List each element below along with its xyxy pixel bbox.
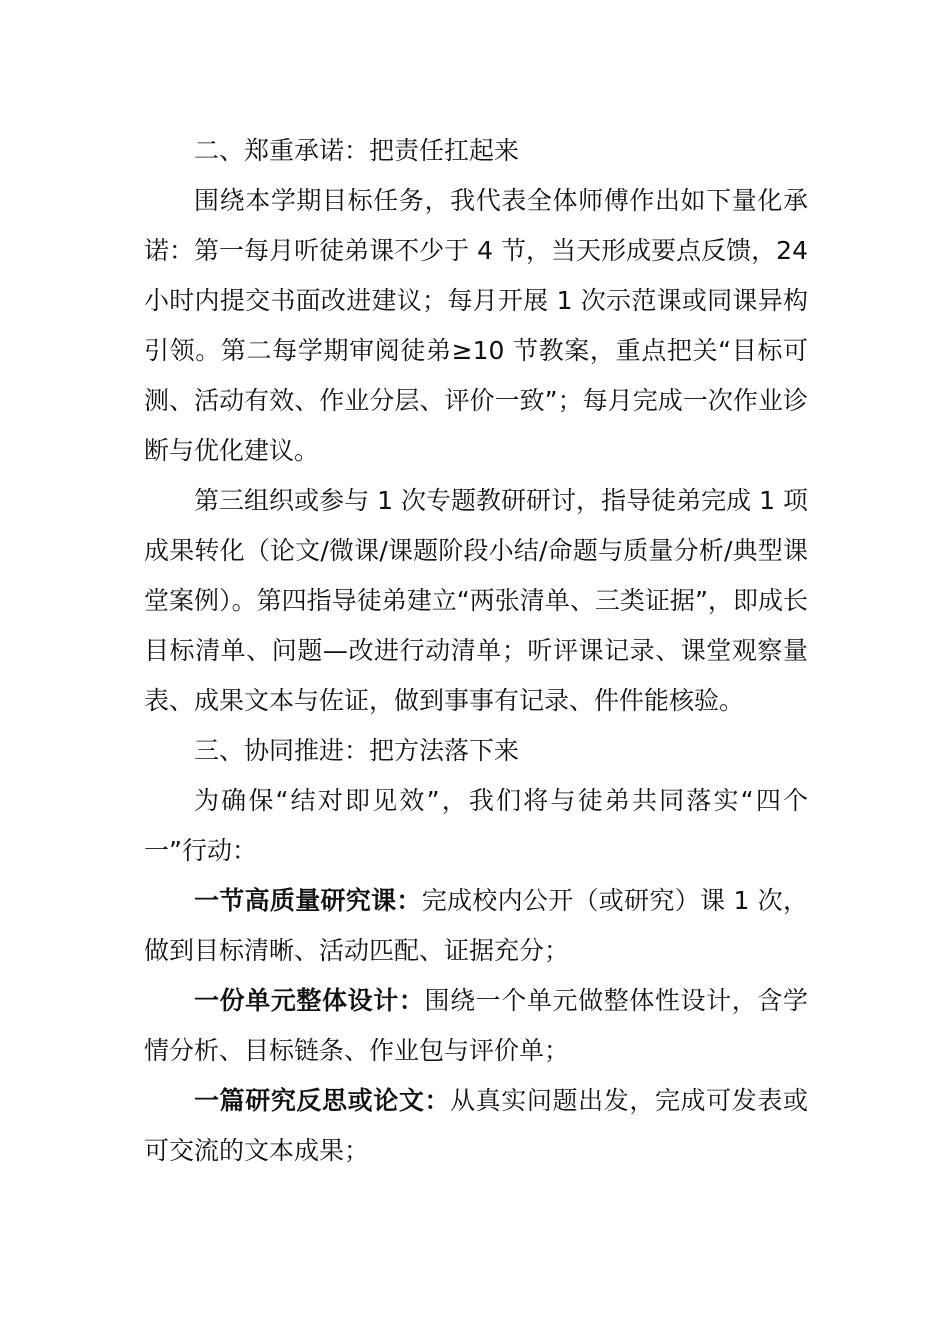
list-item bbox=[144, 876, 808, 976]
item-title: 一份单元整体设计： bbox=[194, 986, 425, 1015]
item-text: 围绕一个单元做整体性设计，含学情分析、目标链条、作业包与评价单； bbox=[144, 986, 808, 1065]
list-item bbox=[144, 1076, 808, 1176]
item-title: 一节高质量研究课： bbox=[194, 886, 422, 915]
list-item bbox=[144, 976, 808, 1076]
section-heading-commitment: 二、郑重承诺：把责任扛起来 bbox=[194, 136, 520, 165]
section-heading-collaboration: 三、协同推进：把方法落下来 bbox=[194, 736, 520, 765]
document-body bbox=[144, 126, 808, 1176]
item-text: 完成校内公开（或研究）课 1 次，做到目标清晰、活动匹配、证据充分； bbox=[144, 886, 808, 965]
item-title: 一篇研究反思或论文： bbox=[194, 1086, 451, 1115]
paragraph-four-ones-intro: 为确保“结对即见效”，我们将与徒弟共同落实“四个一”行动： bbox=[144, 786, 808, 865]
paragraph-commitments: 围绕本学期目标任务，我代表全体师傅作出如下量化承诺：第一每月听徒弟课不少于 4 节，当天形成要点反馈，24 小时内提交书面改进建议；每月开展 1 次示范课或同课异构引领。第二每学期审阅徒弟≥10 节教案，重点把关“目标可测、活动有效、作业分层、评价一致”；每月完成一次作业诊断与优化建议。 bbox=[144, 186, 808, 465]
paragraph-commitments-continued: 第三组织或参与 1 次专题教研研讨，指导徒弟完成 1 项成果转化（论文/微课/课题阶段小结/命题与质量分析/典型课堂案例）。第四指导徒弟建立“两张清单、三类证据”，即成长目标清单、问题—改进行动清单；听评课记录、课堂观察量表、成果文本与佐证，做到事事有记录、件件能核验。 bbox=[144, 486, 808, 715]
item-text: 从真实问题出发，完成可发表或可交流的文本成果； bbox=[144, 1086, 808, 1165]
